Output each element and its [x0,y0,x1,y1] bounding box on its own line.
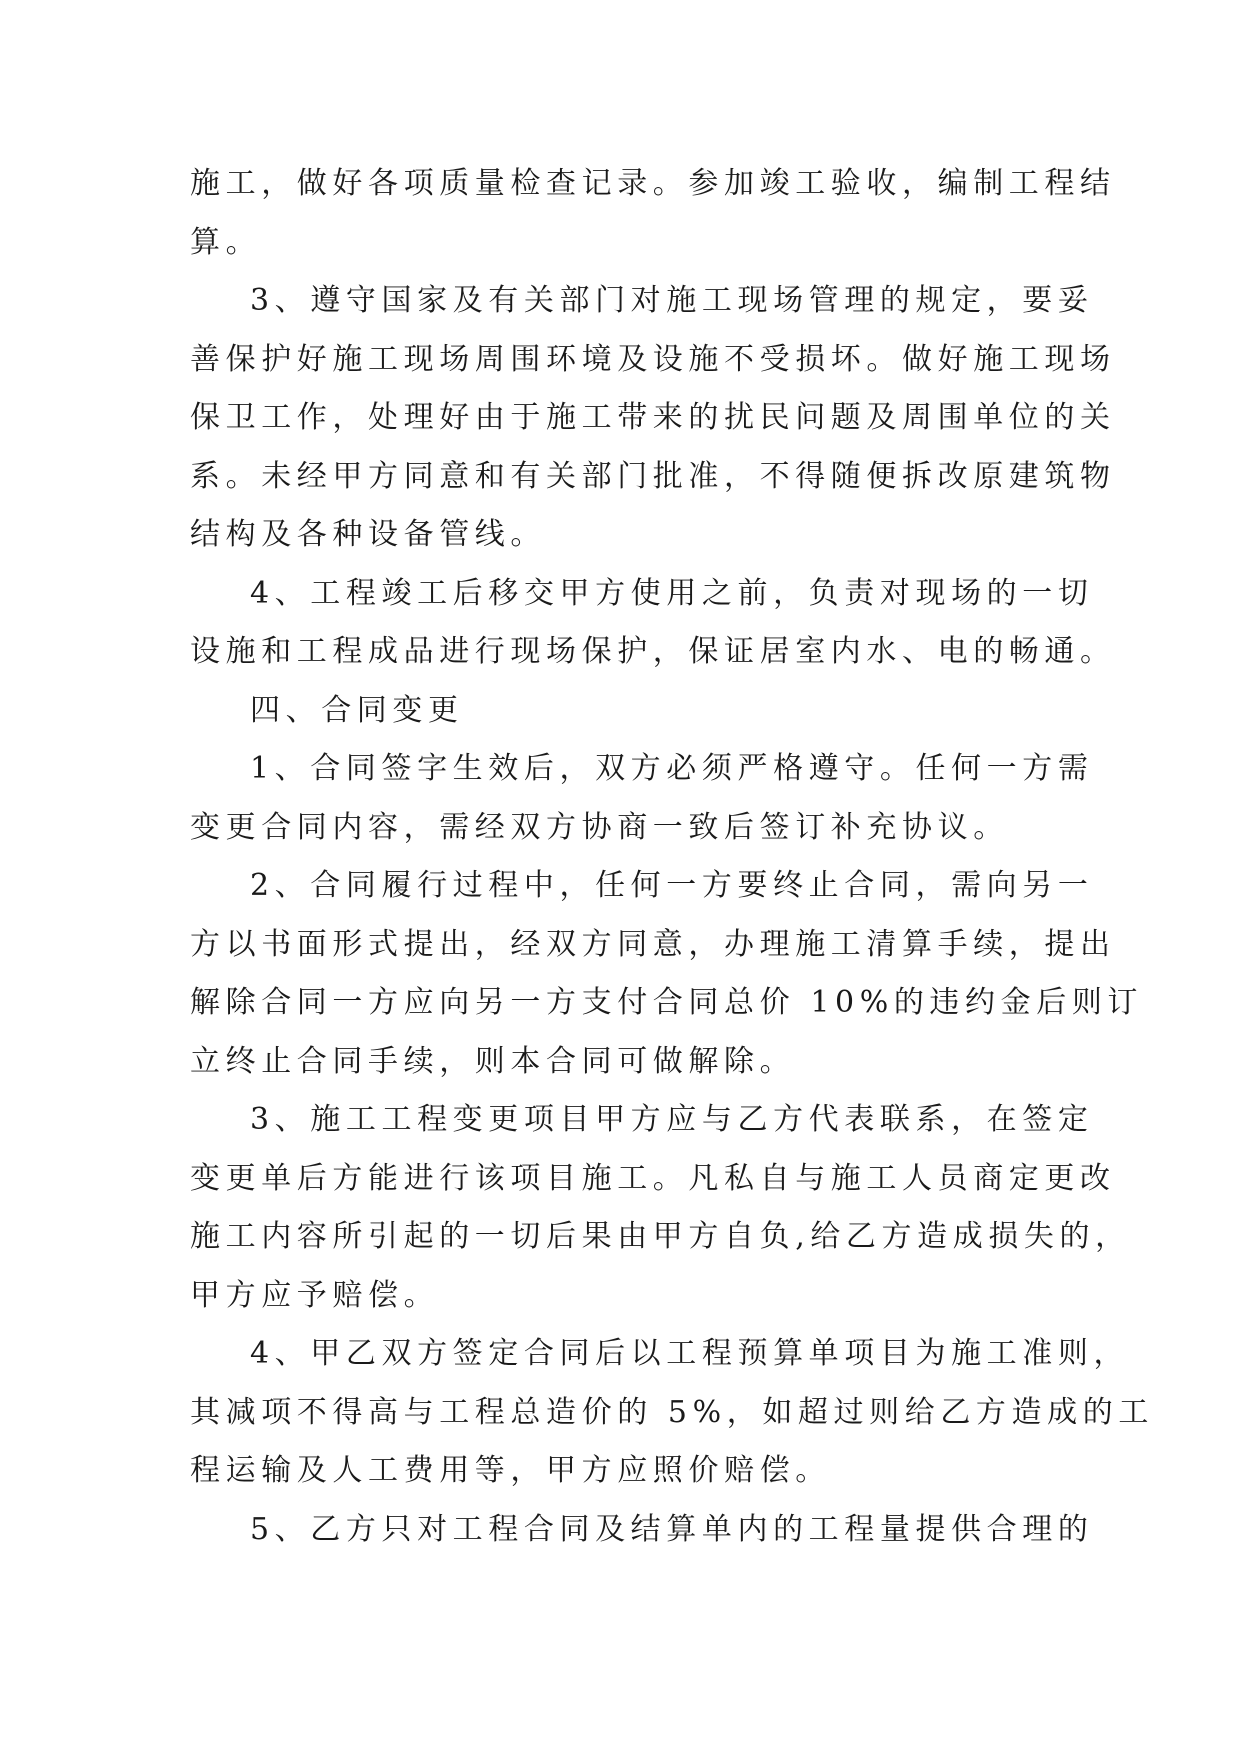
text-line: 设施和工程成品进行现场保护，保证居室内水、电的畅通。 [190,634,1116,669]
text-line: 施工，做好各项质量检查记录。参加竣工验收，编制工程结 [190,166,1116,201]
paragraph-start-line: 5、乙方只对工程合同及结算单内的工程量提供合理的 [250,1511,1094,1547]
text-line: 其减项不得高与工程总造价的 5%，如超过则给乙方造成的工 [190,1394,1154,1430]
text-line: 保卫工作，处理好由于施工带来的扰民问题及周围单位的关 [190,400,1116,435]
text-line: 变更单后方能进行该项目施工。凡私自与施工人员商定更改 [190,1160,1116,1196]
text-line: 方以书面形式提出，经双方同意，办理施工清算手续，提出 [190,926,1116,962]
paragraph-start-line: 3、施工工程变更项目甲方应与乙方代表联系，在签定 [250,1102,1094,1137]
document-body [190,155,1154,1559]
text-line: 程运输及人工费用等，甲方应照价赔偿。 [190,1453,831,1488]
paragraph-start-line: 4、工程竣工后移交甲方使用之前，负责对现场的一切 [250,575,1094,611]
paragraph-start-line: 1、合同签字生效后，双方必须严格遵守。任何一方需 [250,751,1094,786]
text-line: 解除合同一方应向另一方支付合同总价 10%的违约金后则订 [190,985,1144,1020]
text-line: 变更合同内容，需经双方协商一致后签订补充协议。 [190,809,1009,845]
text-line: 结构及各种设备管线。 [190,517,546,552]
text-line: 算。 [190,224,262,260]
paragraph-start-line: 2、合同履行过程中，任何一方要终止合同，需向另一 [250,868,1094,903]
text-line: 甲方应予赔偿。 [190,1277,440,1313]
text-line: 施工内容所引起的一切后果由甲方自负,给乙方造成损失的， [190,1219,1131,1254]
paragraph-start-line: 4、甲乙双方签定合同后以工程预算单项目为施工准则， [250,1336,1130,1371]
section-heading: 四、合同变更 [250,692,464,728]
text-line: 立终止合同手续，则本合同可做解除。 [190,1043,796,1079]
text-line: 善保护好施工现场周围环境及设施不受损坏。做好施工现场 [190,341,1116,377]
paragraph-start-line: 3、遵守国家及有关部门对施工现场管理的规定，要妥 [250,283,1094,318]
text-line: 系。未经甲方同意和有关部门批准，不得随便拆改原建筑物 [190,458,1116,494]
